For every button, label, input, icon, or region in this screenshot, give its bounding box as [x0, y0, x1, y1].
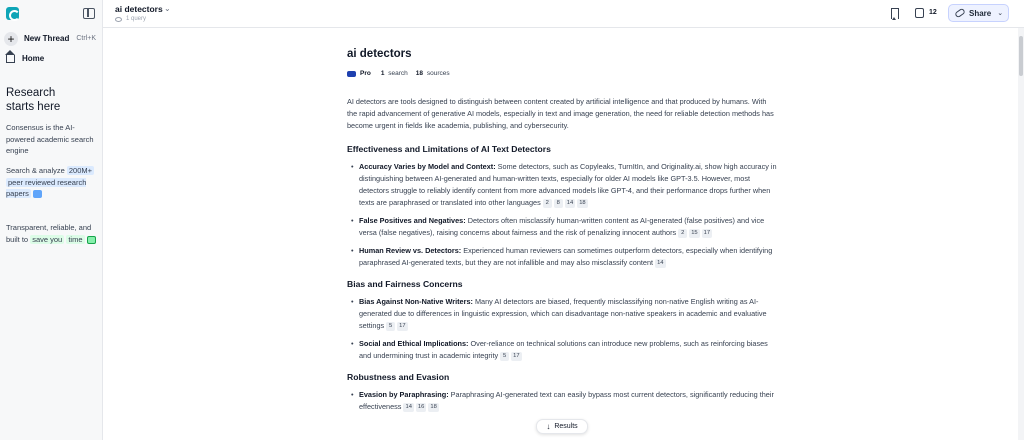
citation-badge[interactable]: 8	[554, 199, 563, 208]
promo-text-2	[6, 165, 98, 200]
search-count	[381, 68, 408, 80]
scrollbar-thumb[interactable]	[1019, 36, 1023, 76]
sidebar-toggle-icon[interactable]	[83, 8, 95, 19]
share-button[interactable]	[948, 4, 1009, 22]
citation-badge[interactable]: 18	[579, 200, 586, 206]
list-item	[347, 245, 777, 269]
promo-2b-highlight: 200M+	[68, 166, 93, 175]
home-icon	[6, 55, 15, 63]
scrollbar[interactable]	[1018, 28, 1024, 440]
promo-2a: Search & analyze	[6, 166, 65, 175]
answer-meta	[347, 68, 777, 80]
share-label: Share	[969, 8, 992, 18]
results-label: Results	[554, 423, 578, 430]
top-bar	[103, 0, 1024, 28]
bullet-list	[347, 389, 777, 413]
citation-badge[interactable]: 17	[399, 323, 406, 329]
list-item	[347, 161, 777, 209]
chevron-down-icon[interactable]: ⌄	[164, 4, 171, 13]
bullet-text: Detectors often misclassify human-written content as AI-generated (false positives) and vice versa (false negatives), raising concerns about fairness and the risk of penalizing innocent authors	[359, 216, 765, 237]
new-thread-button[interactable]	[3, 30, 100, 47]
promo-text-1: Consensus is the AI-powered academic search engine	[6, 123, 94, 155]
bullet-lead: Social and Ethical Implications:	[359, 339, 469, 348]
citation-badge[interactable]: 5	[500, 352, 509, 361]
citation-badge[interactable]: 15	[691, 230, 698, 236]
citation-badge[interactable]: 14	[405, 404, 412, 410]
copy-icon[interactable]	[915, 8, 924, 18]
chevron-down-icon: ⌄	[997, 10, 1004, 17]
citation-badge[interactable]: 2	[543, 199, 552, 208]
home-label: Home	[22, 54, 45, 63]
section-heading: Robustness and Evasion	[347, 372, 450, 382]
section-heading: Effectiveness and Limitations of AI Text Detectors	[347, 144, 551, 154]
search-count-label: search	[388, 70, 408, 77]
bullet-lead: False Positives and Negatives:	[359, 216, 466, 225]
bookmark-icon[interactable]	[891, 8, 899, 19]
bullet-text: Experienced human reviewers can sometimes outperform detectors, especially when identifying paraphrased AI-generated texts, but they are not infallible and may also misclassify content	[359, 246, 773, 267]
sources-count-value: 18	[415, 70, 424, 77]
bullet-list	[347, 161, 777, 269]
hourglass-icon	[87, 236, 96, 244]
promo-title	[6, 86, 60, 114]
arrow-down-icon: ↓	[546, 422, 551, 431]
sources-count-label: sources	[426, 70, 450, 77]
plus-icon: +	[4, 32, 18, 46]
sidebar	[0, 0, 103, 440]
document-icon	[33, 190, 42, 198]
promo-3a: Transparent, reliable, and built to	[6, 223, 92, 244]
bullet-list	[347, 296, 777, 362]
answer-content	[347, 48, 777, 422]
list-item	[347, 338, 777, 362]
bullet-lead: Bias Against Non-Native Writers:	[359, 297, 473, 306]
bullet-lead: Accuracy Varies by Model and Context:	[359, 162, 496, 171]
new-thread-label: New Thread	[24, 34, 70, 43]
citation-badge[interactable]: 5	[386, 322, 395, 331]
promo-text-3	[6, 222, 98, 245]
promo-2c-highlight: peer reviewed research papers	[6, 177, 87, 198]
eye-icon	[115, 17, 122, 22]
binoculars-icon	[347, 71, 356, 77]
citation-badge[interactable]: 2	[678, 229, 687, 238]
pro-label	[360, 68, 373, 80]
promo-3c-highlight: time	[68, 234, 83, 244]
citation-badge[interactable]: 17	[703, 230, 711, 236]
bullet-text: Over-reliance on technical solutions can introduce new problems, such as reinforcing biases and undermining trust in academic integrity	[359, 339, 768, 360]
answer-sections	[347, 143, 777, 413]
search-count-value: 1	[380, 70, 385, 77]
bullet-text: Paraphrasing AI-generated text can easily bypass most current detectors, significantly reducing their effectiveness	[359, 390, 774, 411]
list-item	[347, 389, 777, 413]
copy-count: 12	[929, 9, 937, 16]
bullet-lead: Evasion by Paraphrasing:	[359, 390, 449, 399]
promo-title-line-1: Research	[6, 87, 56, 99]
citation-badge[interactable]: 17	[513, 353, 520, 359]
bullet-lead: Human Review vs. Detectors:	[359, 246, 462, 255]
shortcut-hint: Ctrl+K	[76, 35, 96, 42]
list-item	[347, 215, 777, 239]
thread-title[interactable]: ai detectors	[115, 4, 163, 14]
citation-badge[interactable]: 18	[430, 404, 437, 410]
citation-badge[interactable]: 16	[417, 404, 425, 410]
list-item	[347, 296, 777, 332]
pro-text: Pro	[360, 70, 371, 77]
query-count: 1 query	[126, 16, 147, 22]
citation-badge[interactable]: 14	[657, 260, 664, 266]
promo-3b-highlight: save you	[32, 234, 63, 244]
bullet-text: Some detectors, such as Copyleaks, TurnItIn, and Originality.ai, show high accuracy in distinguishing between AI-generated and human-written texts, especially for older AI models like GPT-3.5. However, most detectors struggle to reliably identify content from more advanced models like GPT-4, and their performance drops further when texts are paraphrased or translated into other languages	[359, 162, 777, 207]
sources-count[interactable]	[416, 68, 450, 80]
intro-paragraph: AI detectors are tools designed to distinguish between content created by artificial intelligence and that produced by humans. With the rapid advancement of generative AI models, especially in text and image generation, the need for reliable detection methods has become urgent in fields like academia, publishing, and cybersecurity.	[347, 97, 774, 130]
thread-subtitle	[115, 16, 146, 22]
bullet-text: Many AI detectors are biased, frequently misclassifying non-native English writing as AI-generated due to differences in linguistic expression, which can disadvantage non-native speakers in academic and evaluative settings	[359, 297, 767, 330]
consensus-logo-icon[interactable]	[6, 7, 19, 20]
link-icon	[954, 8, 966, 19]
page-title: ai detectors	[347, 48, 412, 60]
section-heading: Bias and Fairness Concerns	[347, 279, 463, 289]
promo-title-line-2: starts here	[6, 101, 61, 113]
citation-badge[interactable]: 14	[566, 200, 574, 206]
results-button[interactable]	[536, 419, 588, 434]
sidebar-item-home[interactable]	[6, 54, 44, 63]
